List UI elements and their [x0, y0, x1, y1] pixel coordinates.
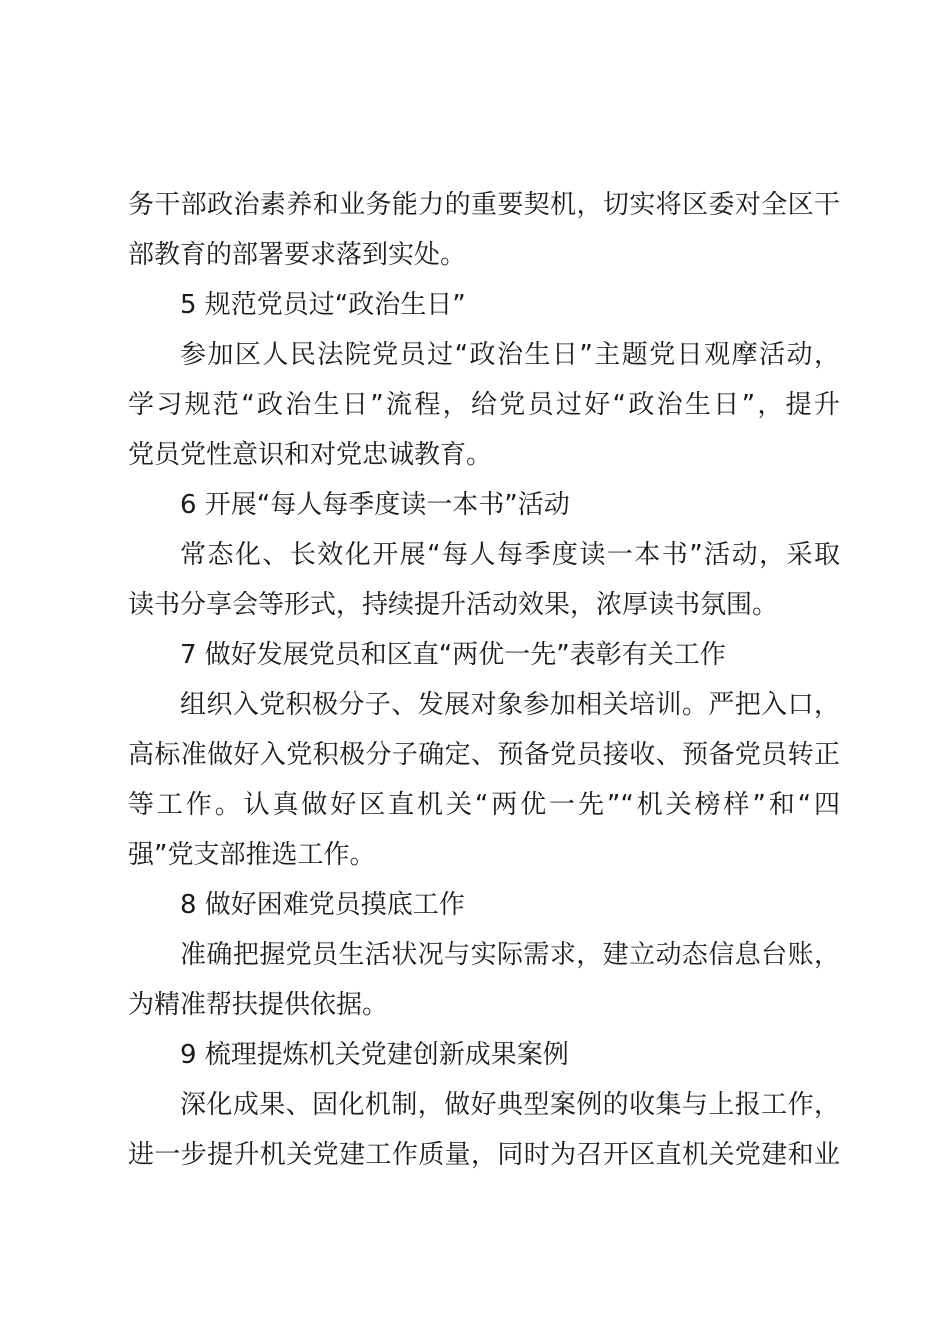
paragraph-line: 等工作。认真做好区直机关“两优一先”“机关榜样”和“四 — [128, 790, 840, 820]
paragraph-line: 参加区人民法院党员过“政治生日”主题党日观摩活动， — [180, 340, 840, 370]
paragraph-line: 部教育的部署要求落到实处。 — [128, 240, 467, 270]
paragraph-line: 进一步提升机关党建工作质量，同时为召开区直机关党建和业 — [128, 1140, 840, 1170]
paragraph-line: 务干部政治素养和业务能力的重要契机，切实将区委对全区干 — [128, 190, 840, 220]
paragraph-line: 高标准做好入党积极分子确定、预备党员接收、预备党员转正 — [128, 740, 840, 770]
paragraph-line: 读书分享会等形式，持续提升活动效果，浓厚读书氛围。 — [128, 590, 779, 620]
paragraph-line: 学习规范“政治生日”流程，给党员过好“政治生日”，提升 — [128, 390, 840, 420]
section-heading: 7 做好发展党员和区直“两优一先”表彰有关工作 — [180, 640, 726, 670]
paragraph-line: 常态化、长效化开展“每人每季度读一本书”活动，采取 — [180, 540, 840, 570]
section-heading: 6 开展“每人每季度读一本书”活动 — [180, 490, 570, 520]
paragraph-line: 准确把握党员生活状况与实际需求，建立动态信息台账， — [180, 940, 840, 970]
paragraph-line: 深化成果、固化机制，做好典型案例的收集与上报工作， — [180, 1090, 840, 1120]
section-heading: 8 做好困难党员摸底工作 — [180, 890, 465, 920]
paragraph-line: 为精准帮扶提供依据。 — [128, 990, 389, 1020]
paragraph-line: 组织入党积极分子、发展对象参加相关培训。严把入口， — [180, 690, 840, 720]
section-heading: 9 梳理提炼机关党建创新成果案例 — [180, 1040, 569, 1070]
document-body — [128, 180, 840, 1180]
section-heading: 5 规范党员过“政治生日” — [180, 290, 466, 320]
paragraph-line: 强”党支部推选工作。 — [128, 840, 376, 870]
paragraph-line: 党员党性意识和对党忠诚教育。 — [128, 440, 493, 470]
